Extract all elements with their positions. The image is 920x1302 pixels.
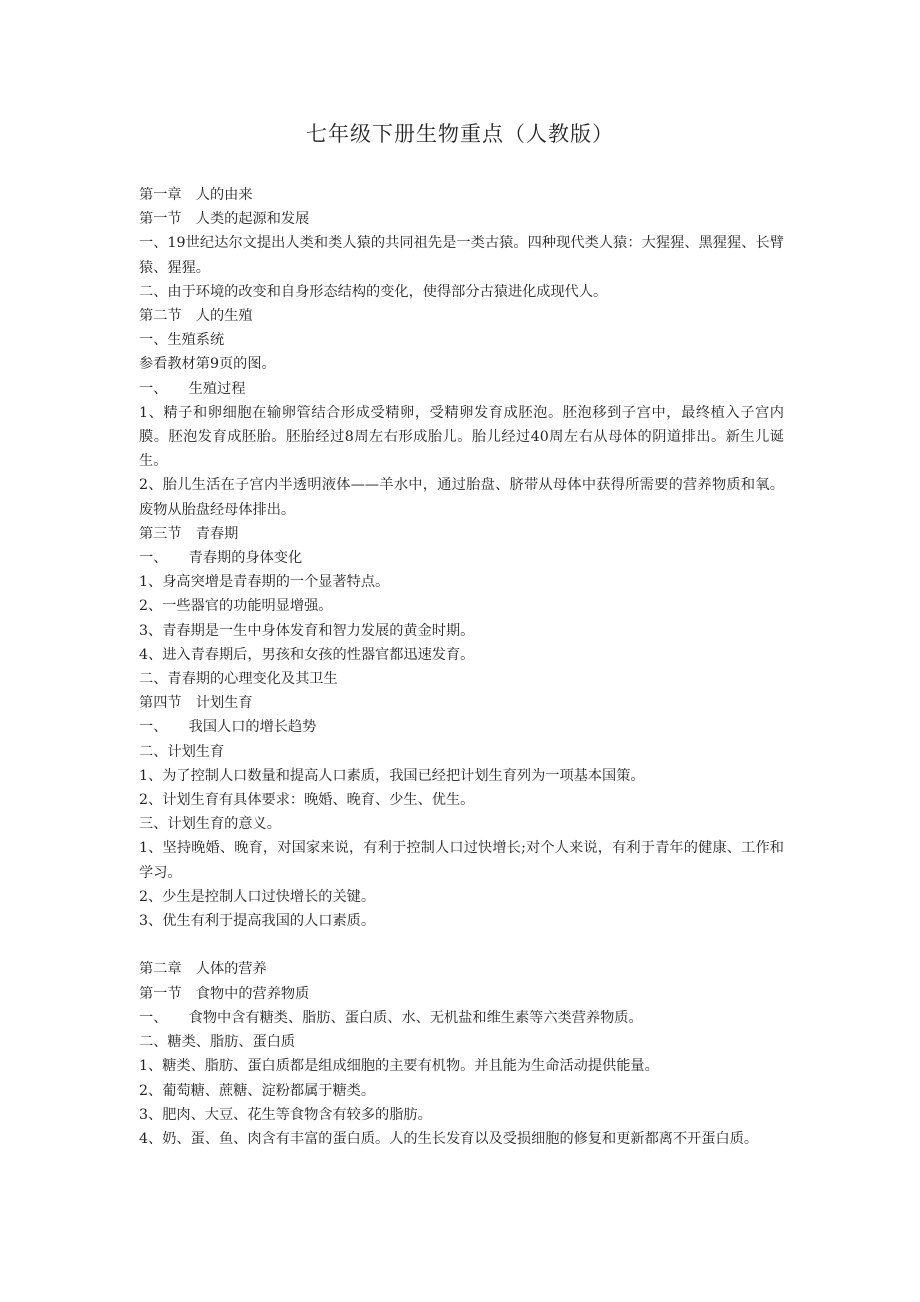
subsection-heading: 二、糖类、脂肪、蛋白质 bbox=[139, 1034, 296, 1051]
paragraph: 2、少生是控制人口过快增长的关键。 bbox=[139, 888, 376, 905]
paragraph: 二、由于环境的改变和自身形态结构的变化，使得部分古猿进化成现代人。 bbox=[139, 283, 608, 300]
blank-line bbox=[139, 933, 784, 957]
subsection-heading: 一、 生殖过程 bbox=[139, 380, 246, 397]
paragraph: 3、肥肉、大豆、花生等食物含有较多的脂肪。 bbox=[139, 1106, 432, 1123]
paragraph: 2、葡萄糖、蔗糖、淀粉都属于糖类。 bbox=[139, 1082, 376, 1099]
paragraph: 1、坚持晚婚、晚育，对国家来说，有利于控制人口过快增长;对个人来说，有利于青年的健康、工作和学习。 bbox=[139, 840, 784, 881]
paragraph: 2、计划生育有具体要求：晚婚、晚育、少生、优生。 bbox=[139, 792, 475, 809]
subsection-heading: 二、计划生育 bbox=[139, 743, 225, 760]
section-heading: 第一节 人类的起源和发展 bbox=[139, 211, 310, 228]
section-heading: 第一节 食物中的营养物质 bbox=[139, 985, 310, 1002]
paragraph: 3、优生有利于提高我国的人口素质。 bbox=[139, 913, 376, 930]
section-heading: 第三节 青春期 bbox=[139, 525, 239, 542]
paragraph: 3、青春期是一生中身体发育和智力发展的黄金时期。 bbox=[139, 622, 475, 639]
paragraph: 4、奶、蛋、鱼、肉含有丰富的蛋白质。人的生长发育以及受损细胞的修复和更新都离不开蛋白质。 bbox=[139, 1130, 759, 1147]
subsection-heading: 一、生殖系统 bbox=[139, 332, 225, 349]
paragraph: 参看教材第9页的图。 bbox=[139, 356, 276, 373]
subsection-heading: 二、青春期的心理变化及其卫生 bbox=[139, 671, 338, 688]
document-body bbox=[139, 183, 784, 1151]
paragraph: 一、19世纪达尔文提出人类和类人猿的共同祖先是一类古猿。四种现代类人猿：大猩猩、黑猩猩、长臂猿、猩猩。 bbox=[139, 235, 784, 276]
chapter-heading: 第一章 人的由来 bbox=[139, 187, 253, 203]
section-heading: 第二节 人的生殖 bbox=[139, 308, 253, 325]
paragraph: 一、 食物中含有糖类、脂肪、蛋白质、水、无机盐和维生素等六类营养物质。 bbox=[139, 1009, 643, 1026]
section-heading: 第四节 计划生育 bbox=[139, 695, 253, 712]
paragraph: 1、精子和卵细胞在输卵管结合形成受精卵，受精卵发育成胚泡。胚泡移到子宫中，最终植入子宫内膜。胚泡发育成胚胎。胚胎经过8周左右形成胎儿。胎儿经过40周左右从母体的阴道排出。新生儿诞生。 bbox=[139, 404, 784, 470]
paragraph: 4、进入青春期后，男孩和女孩的性器官都迅速发育。 bbox=[139, 646, 475, 663]
paragraph: 2、一些器官的功能明显增强。 bbox=[139, 598, 333, 615]
subsection-heading: 三、计划生育的意义。 bbox=[139, 816, 281, 833]
subsection-heading: 一、 青春期的身体变化 bbox=[139, 550, 303, 567]
paragraph: 2、胎儿生活在子宫内半透明液体——羊水中，通过胎盘、脐带从母体中获得所需要的营养物质和氧。废物从胎盘经母体排出。 bbox=[139, 477, 784, 518]
subsection-heading: 一、 我国人口的增长趋势 bbox=[139, 719, 317, 736]
paragraph: 1、为了控制人口数量和提高人口素质，我国已经把计划生育列为一项基本国策。 bbox=[139, 767, 645, 784]
paragraph: 1、身高突增是青春期的一个显著特点。 bbox=[139, 574, 390, 591]
chapter-heading: 第二章 人体的营养 bbox=[139, 961, 267, 978]
document-title: 七年级下册生物重点（人教版） bbox=[306, 122, 614, 146]
paragraph: 1、糖类、脂肪、蛋白质都是组成细胞的主要有机物。并且能为生命活动提供能量。 bbox=[139, 1058, 659, 1075]
